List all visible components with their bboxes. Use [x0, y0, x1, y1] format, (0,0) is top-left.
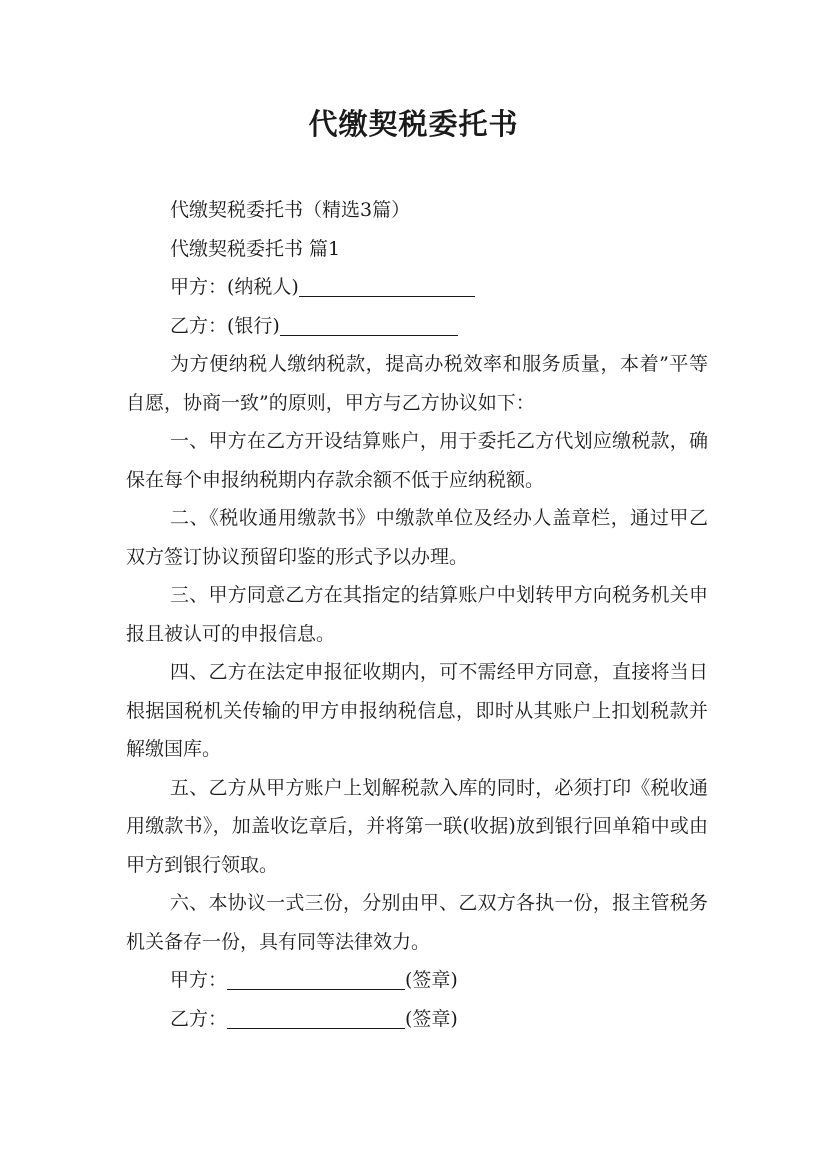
document-body: [126, 191, 708, 1038]
clause-3: 三、甲方同意乙方在其指定的结算账户中划转甲方向税务机关申报且被认可的申报信息。: [126, 584, 708, 645]
clause-1: 一、甲方在乙方开设结算账户，用于委托乙方代划应缴税款，确保在每个申报纳税期内存款余额不低于应纳税额。: [126, 430, 708, 491]
section-heading: 代缴契税委托书 篇1: [170, 237, 341, 260]
party-b-label: 乙方：(银行): [170, 314, 280, 337]
signature-a-blank: [227, 967, 405, 990]
signature-b-label: 乙方：: [170, 1007, 228, 1030]
party-b-line: [126, 307, 708, 346]
party-a-line: [126, 268, 708, 307]
party-b-blank: [280, 313, 458, 336]
signature-a-label: 甲方：: [170, 969, 228, 991]
party-a-blank: [299, 274, 475, 297]
signature-a-suffix: (签章): [405, 969, 458, 991]
signature-b-line: [126, 1000, 708, 1039]
signature-b-suffix: (签章): [405, 1007, 458, 1030]
document-title: 代缴契税委托书: [308, 107, 519, 141]
clause-5: 五、乙方从甲方账户上划解税款入库的同时，必须打印《税收通用缴款书》，加盖收讫章后，并将第一联(收据)放到银行回单箱中或由甲方到银行领取。: [126, 776, 708, 876]
clause-4: 四、乙方在法定申报征收期内，可不需经甲方同意，直接将当日根据国税机关传输的甲方申报纳税信息，即时从其账户上扣划税款并解缴国库。: [126, 661, 708, 760]
signature-a-line: [126, 961, 708, 1000]
clause-2: 二、《税收通用缴款书》中缴款单位及经办人盖章栏，通过甲乙双方签订协议预留印鉴的形式予以办理。: [126, 507, 708, 568]
party-a-label: 甲方：(纳税人): [170, 276, 299, 298]
clause-6: 六、本协议一式三份，分别由甲、乙双方各执一份，报主管税务机关备存一份，具有同等法律效力。: [126, 892, 708, 953]
signature-b-blank: [227, 1006, 405, 1029]
document-subtitle: 代缴契税委托书（精选3篇）: [170, 199, 411, 221]
intro-paragraph: 为方便纳税人缴纳税款，提高办税效率和服务质量，本着”平等自愿，协商一致”的原则，甲方与乙方协议如下：: [126, 353, 708, 414]
